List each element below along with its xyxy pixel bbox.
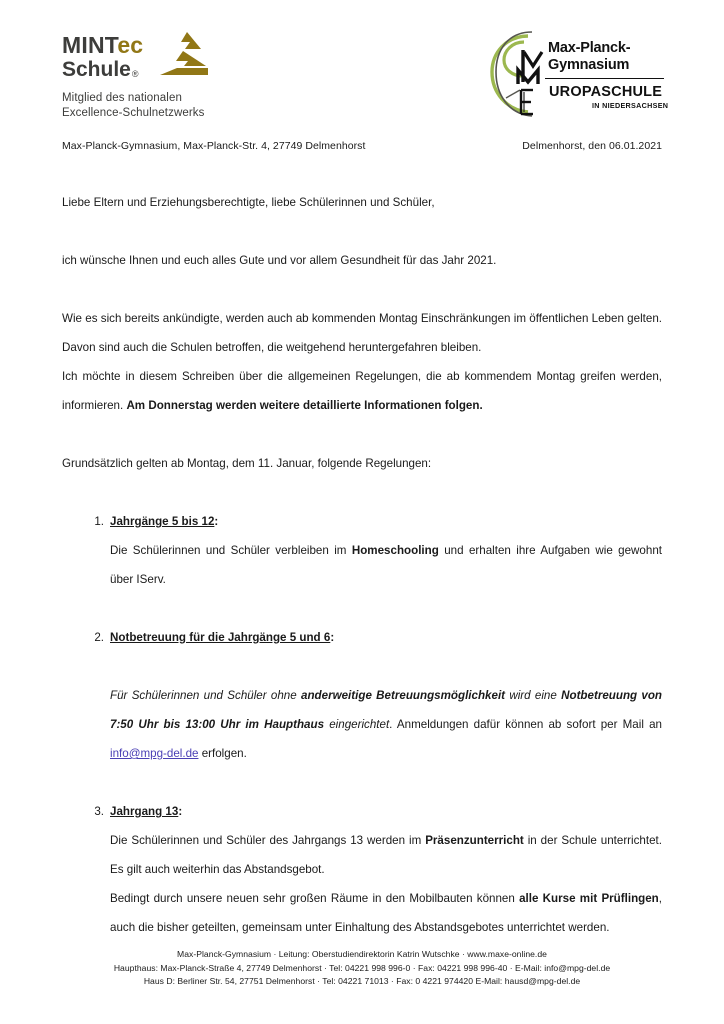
list-item-number: 3. <box>94 805 104 818</box>
rule-heading-underlined: Jahrgänge 5 bis 12 <box>110 515 215 528</box>
paragraph-new-year-wishes: ich wünsche Ihnen und euch alles Gute und vor allem Gesundheit für das Jahr 2021. <box>62 254 497 267</box>
spacer <box>110 652 662 681</box>
mintec-subtitle <box>62 91 312 121</box>
rules-list <box>62 507 662 942</box>
spacer <box>62 217 662 246</box>
rule-heading <box>110 507 662 536</box>
paragraph-intro-announcement <box>62 362 662 420</box>
rule-body-emphasis-a: Homeschooling <box>351 544 439 557</box>
rule-heading-colon: : <box>330 631 335 644</box>
spacer <box>62 275 662 304</box>
list-item <box>62 507 662 594</box>
mpg-school-name <box>548 40 630 73</box>
email-link-info[interactable]: info@mpg-del.de <box>110 747 199 760</box>
paragraph-intro-announcement-text: Ich möchte in diesem Schreiben über die allgemeinen Regelungen, die ab kommendem Montag greifen werden, informieren. <box>62 370 662 412</box>
max-planck-gymnasium-logo <box>488 26 669 122</box>
spacer <box>62 768 662 797</box>
rule-body <box>110 681 662 768</box>
rule-body <box>110 536 662 594</box>
footer-line-1: Max-Planck-Gymnasium · Leitung: Oberstudiendirektorin Katrin Wutschke · www.maxe-online.de <box>177 949 547 959</box>
rule-body-text-a: Die Schülerinnen und Schüler verbleiben im <box>110 544 352 557</box>
rule-body-text-b: in der Schule unterrichtet. Es gilt auch weiterhin das Abstandsgebot. <box>110 834 662 876</box>
rule-body-text-c: Bedingt durch unsere neuen sehr großen Räume in den Mobilbauten können <box>110 892 520 905</box>
list-item-number: 2. <box>94 631 104 644</box>
paragraph-intro-restrictions: Wie es sich bereits ankündigte, werden auch ab kommenden Montag Einschränkungen im öffentlichen Leben gelten. Davon sind auch die Schulen betroffen, die weitgehend heruntergefahren bleiben. <box>62 312 662 354</box>
letter-body <box>62 188 662 942</box>
rule-body-text-b: wird eine <box>505 689 562 702</box>
paragraph-rules-lead: Grundsätzlich gelten ab Montag, dem 11. Januar, folgende Regelungen: <box>62 457 432 470</box>
europaschule-label: UROPASCHULE <box>549 84 663 100</box>
rule-body <box>110 826 662 884</box>
place-and-date: Delmenhorst, den 06.01.2021 <box>522 140 662 152</box>
rule-body-text-a: Für Schülerinnen und Schüler ohne <box>110 689 302 702</box>
mintec-schule-logo <box>62 33 312 121</box>
rule-body-continued <box>110 884 662 942</box>
list-item <box>62 623 662 768</box>
salutation: Liebe Eltern und Erziehungsberechtigte, liebe Schülerinnen und Schüler, <box>62 196 435 209</box>
mintec-word-mint: MINT <box>62 32 118 58</box>
mpg-school-name-line1: Max-Planck- <box>548 40 631 56</box>
list-item-number: 1. <box>94 515 104 528</box>
rule-body-text-c: eingerichtet <box>324 718 390 731</box>
rule-body-text-d: , auch die bisher geteilten, gemeinsam unter Einhaltung des Abstandsgebotes unterrichtet werden. <box>110 892 662 934</box>
footer-line-2: Haupthaus: Max-Planck-Straße 4, 27749 Delmenhorst · Tel: 04221 998 996-0 · Fax: 04221 998 996-40 · E-Mail: info@mpg-del.de <box>113 962 611 973</box>
mintec-subtitle-line2: Excellence-Schulnetzwerks <box>62 107 205 119</box>
rule-body-text-e: erfolgen. <box>198 747 247 760</box>
mintec-word-schule: Schule <box>62 58 131 81</box>
rule-body-emphasis-b: Notbetreuung von 7:50 Uhr bis 13:00 Uhr im Haupthaus <box>110 689 663 731</box>
rule-body-emphasis-a: Präsenzunterricht <box>425 834 524 847</box>
mpg-divider <box>545 78 664 79</box>
rule-heading-colon: : <box>178 805 183 818</box>
mpg-school-name-line2: Gymnasium <box>548 56 630 73</box>
spacer <box>62 478 662 507</box>
mintec-subtitle-line1: Mitglied des nationalen <box>62 92 182 104</box>
address-date-bar <box>62 140 662 152</box>
rule-body-emphasis-a: anderweitige Betreuungsmöglichkeit <box>301 689 506 702</box>
mintec-word-ec: ec <box>117 32 144 58</box>
spacer <box>62 420 662 449</box>
rule-body-text-b: und erhalten ihre Aufgaben wie gewohnt über IServ. <box>110 544 662 586</box>
mintec-pyramid-arrow-icon <box>157 31 209 77</box>
registered-mark-icon: ® <box>131 69 139 79</box>
footer-line-3: Haus D: Berliner Str. 54, 27751 Delmenhorst · Tel: 04221 71013 · Fax: 0 4221 974420 E-Mail: hausd@mpg-del.de <box>143 976 581 986</box>
spacer <box>62 594 662 623</box>
letterhead <box>0 0 724 130</box>
mintec-wordmark <box>62 33 312 83</box>
list-item <box>62 797 662 942</box>
rule-heading-underlined: Notbetreuung für die Jahrgänge 5 und 6 <box>110 631 331 644</box>
europaschule-sublabel: IN NIEDERSACHSEN <box>592 101 669 110</box>
paragraph-intro-announcement-emphasis: Am Donnerstag werden weitere detaillierte Informationen folgen. <box>126 399 483 412</box>
rule-heading <box>110 623 662 652</box>
rule-body-emphasis-b: alle Kurse mit Prüflingen <box>519 892 659 905</box>
rule-heading <box>110 797 662 826</box>
rule-heading-colon: : <box>214 515 219 528</box>
page-footer <box>0 948 724 989</box>
rule-heading-underlined: Jahrgang 13 <box>110 805 179 818</box>
rule-body-text-a: Die Schülerinnen und Schüler des Jahrgangs 13 werden im <box>110 834 426 847</box>
rule-body-text-d: . Anmeldungen dafür können ab sofort per Mail an <box>389 718 662 731</box>
sender-address: Max-Planck-Gymnasium, Max-Planck-Str. 4, 27749 Delmenhorst <box>62 140 366 152</box>
